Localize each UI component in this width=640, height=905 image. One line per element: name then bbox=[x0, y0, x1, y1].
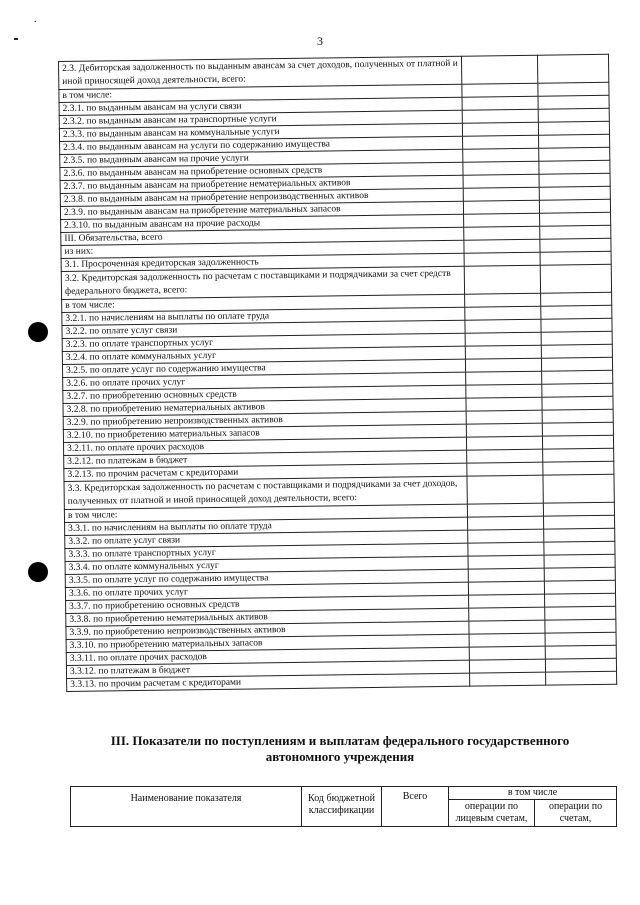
section-title: III. Показатели по поступлениям и выплатам федерального государственного автономного учреждения bbox=[110, 733, 570, 764]
value-cell bbox=[464, 213, 540, 227]
value-cell bbox=[540, 251, 611, 265]
value-cell bbox=[466, 397, 542, 411]
value-cell bbox=[464, 265, 540, 294]
value-cell bbox=[543, 515, 614, 529]
value-cell bbox=[545, 593, 616, 607]
value-cell bbox=[543, 461, 614, 475]
row-label: 3.3.4. по оплате коммунальных услуг bbox=[65, 556, 468, 574]
row-label: 2.3.5. по выданным авансам на прочие услуги bbox=[60, 149, 463, 167]
row-label: 2.3.7. по выданным авансам на приобретение нематериальных активов bbox=[60, 175, 463, 193]
value-cell bbox=[538, 121, 609, 135]
value-cell bbox=[545, 632, 616, 646]
row-label: 3.3.13. по прочим расчетам с кредиторами bbox=[67, 673, 470, 691]
header-ops-personal-accounts: операции по лицевым счетам, bbox=[449, 800, 535, 827]
row-label: 3.3.7. по приобретению основных средств bbox=[66, 595, 469, 613]
value-cell bbox=[544, 541, 615, 555]
punch-hole bbox=[28, 322, 48, 342]
row-label: 3.3.6. по оплате прочих услуг bbox=[65, 582, 468, 600]
value-cell bbox=[541, 292, 612, 306]
value-cell bbox=[545, 606, 616, 620]
value-cell bbox=[469, 633, 545, 647]
value-cell bbox=[544, 580, 615, 594]
row-label: 3.2.13. по прочим расчетам с кредиторами bbox=[64, 463, 467, 481]
value-cell bbox=[463, 161, 539, 175]
row-label: 3.2.3. по оплате транспортных услуг bbox=[62, 333, 465, 351]
value-cell bbox=[468, 529, 544, 543]
row-label: 2.3.2. по выданным авансам на транспортные услуги bbox=[59, 110, 462, 128]
row-label: III. Обязательства, всего bbox=[61, 227, 464, 245]
value-cell bbox=[537, 54, 608, 83]
value-cell bbox=[463, 135, 539, 149]
value-cell bbox=[462, 122, 538, 136]
row-label: в том числе: bbox=[64, 504, 467, 522]
value-cell bbox=[540, 212, 611, 226]
row-label: 3.3. Кредиторская задолженность по расчетам с поставщиками и подрядчиками за счет доходов, полученных от платной и иной приносящей доход деятельности, всего: bbox=[64, 476, 467, 509]
value-cell bbox=[538, 82, 609, 96]
row-label: 2.3. Дебиторская задолженность по выданным авансам за счет доходов, полученных от платной и иной приносящей доход деятельности, всего: bbox=[59, 56, 462, 89]
value-cell bbox=[467, 475, 543, 504]
row-label: из них: bbox=[61, 240, 464, 258]
value-cell bbox=[465, 345, 541, 359]
header-budget-code: Код бюджетной классификации bbox=[302, 787, 382, 827]
row-label: в том числе: bbox=[62, 294, 465, 312]
value-cell bbox=[463, 148, 539, 162]
value-cell bbox=[467, 449, 543, 463]
value-cell bbox=[463, 200, 539, 214]
value-cell bbox=[541, 344, 612, 358]
row-label: 2.3.10. по выданным авансам на прочие расходы bbox=[61, 214, 464, 232]
corner-mark: . bbox=[34, 14, 37, 25]
row-label: 3.3.9. по приобретению непроизводственных активов bbox=[66, 621, 469, 639]
value-cell bbox=[538, 95, 609, 109]
row-label: 3.2. Кредиторская задолженность по расчетам с поставщиками и подрядчиками за счет средств федерального бюджета, всего: bbox=[61, 266, 464, 299]
value-cell bbox=[543, 502, 614, 516]
page-number: 3 bbox=[317, 34, 323, 48]
value-cell bbox=[545, 619, 616, 633]
row-label: 3.2.8. по приобретению нематериальных активов bbox=[63, 398, 466, 416]
value-cell bbox=[464, 239, 540, 253]
value-cell bbox=[543, 448, 614, 462]
value-cell bbox=[465, 293, 541, 307]
value-cell bbox=[466, 384, 542, 398]
value-cell bbox=[468, 516, 544, 530]
value-cell bbox=[542, 370, 613, 384]
value-cell bbox=[542, 409, 613, 423]
value-cell bbox=[466, 410, 542, 424]
value-cell bbox=[468, 568, 544, 582]
row-label: 3.3.2. по оплате услуг связи bbox=[65, 530, 468, 548]
value-cell bbox=[538, 108, 609, 122]
row-label: 2.3.9. по выданным авансам на приобретение материальных запасов bbox=[60, 201, 463, 219]
row-label: 3.2.1. по начислениям на выплаты по оплате труда bbox=[62, 307, 465, 325]
row-label: 3.3.12. по платежам в бюджет bbox=[66, 660, 469, 678]
value-cell bbox=[545, 658, 616, 672]
value-cell bbox=[463, 187, 539, 201]
value-cell bbox=[469, 659, 545, 673]
value-cell bbox=[539, 147, 610, 161]
value-cell bbox=[467, 462, 543, 476]
value-cell bbox=[539, 199, 610, 213]
row-label: 2.3.4. по выданным авансам на услуги по содержанию имущества bbox=[60, 136, 463, 154]
header-ops-accounts: операции по счетам, bbox=[535, 800, 617, 827]
value-cell bbox=[539, 160, 610, 174]
value-cell bbox=[542, 422, 613, 436]
value-cell bbox=[468, 555, 544, 569]
value-cell bbox=[465, 332, 541, 346]
punch-hole bbox=[28, 562, 48, 582]
row-label: 2.3.1. по выданным авансам на услуги связи bbox=[59, 97, 462, 115]
receipts-table bbox=[70, 786, 617, 827]
value-cell bbox=[544, 554, 615, 568]
header-indicator-name: Наименование показателя bbox=[71, 787, 302, 827]
value-cell bbox=[462, 83, 538, 97]
row-label: в том числе: bbox=[59, 84, 462, 102]
row-label: 3.3.8. по приобретению нематериальных активов bbox=[66, 608, 469, 626]
value-cell bbox=[465, 358, 541, 372]
value-cell bbox=[462, 109, 538, 123]
row-label: 3.2.10. по приобретению материальных запасов bbox=[63, 424, 466, 442]
value-cell bbox=[540, 238, 611, 252]
row-label: 3.3.1. по начислениям на выплаты по оплате труда bbox=[65, 517, 468, 535]
value-cell bbox=[539, 173, 610, 187]
row-label: 3.3.5. по оплате услуг по содержанию имущества bbox=[65, 569, 468, 587]
row-label: 3.3.11. по оплате прочих расходов bbox=[66, 647, 469, 665]
value-cell bbox=[469, 620, 545, 634]
value-cell bbox=[544, 528, 615, 542]
value-cell bbox=[469, 646, 545, 660]
value-cell bbox=[462, 96, 538, 110]
row-label: 3.2.2. по оплате услуг связи bbox=[62, 320, 465, 338]
value-cell bbox=[539, 134, 610, 148]
value-cell bbox=[466, 423, 542, 437]
value-cell bbox=[545, 645, 616, 659]
value-cell bbox=[466, 371, 542, 385]
row-label: 2.3.6. по выданным авансам на приобретение основных средств bbox=[60, 162, 463, 180]
liabilities-table bbox=[58, 54, 617, 692]
value-cell bbox=[469, 594, 545, 608]
value-cell bbox=[466, 436, 542, 450]
row-label: 2.3.8. по выданным авансам на приобретение непроизводственных активов bbox=[60, 188, 463, 206]
value-cell bbox=[543, 474, 614, 503]
row-label: 3.2.6. по оплате прочих услуг bbox=[63, 372, 466, 390]
value-cell bbox=[540, 264, 611, 293]
row-label: 3.2.4. по оплате коммунальных услуг bbox=[62, 346, 465, 364]
value-cell bbox=[541, 331, 612, 345]
value-cell bbox=[541, 357, 612, 371]
value-cell bbox=[540, 225, 611, 239]
value-cell bbox=[544, 567, 615, 581]
row-label: 3.3.3. по оплате транспортных услуг bbox=[65, 543, 468, 561]
row-label: 3.1. Просроченная кредиторская задолженность bbox=[61, 253, 464, 271]
value-cell bbox=[465, 306, 541, 320]
value-cell bbox=[542, 435, 613, 449]
value-cell bbox=[467, 503, 543, 517]
value-cell bbox=[539, 186, 610, 200]
value-cell bbox=[464, 252, 540, 266]
value-cell bbox=[465, 319, 541, 333]
row-label: 2.3.3. по выданным авансам на коммунальные услуги bbox=[59, 123, 462, 141]
row-label: 3.2.11. по оплате прочих расходов bbox=[63, 437, 466, 455]
value-cell bbox=[469, 607, 545, 621]
value-cell bbox=[463, 174, 539, 188]
value-cell bbox=[542, 396, 613, 410]
header-including: в том числе bbox=[449, 787, 617, 800]
value-cell bbox=[541, 318, 612, 332]
row-label: 3.2.12. по платежам в бюджет bbox=[64, 450, 467, 468]
row-label: 3.2.9. по приобретению непроизводственных активов bbox=[63, 411, 466, 429]
header-total: Всего bbox=[382, 787, 449, 827]
value-cell bbox=[468, 542, 544, 556]
value-cell bbox=[464, 226, 540, 240]
value-cell bbox=[541, 305, 612, 319]
row-label: 3.3.10. по приобретению материальных запасов bbox=[66, 634, 469, 652]
value-cell bbox=[542, 383, 613, 397]
value-cell bbox=[470, 672, 546, 686]
value-cell bbox=[461, 55, 537, 84]
value-cell bbox=[546, 671, 617, 685]
row-label: 3.2.7. по приобретению основных средств bbox=[63, 385, 466, 403]
value-cell bbox=[468, 581, 544, 595]
row-label: 3.2.5. по оплате услуг по содержанию имущества bbox=[62, 359, 465, 377]
